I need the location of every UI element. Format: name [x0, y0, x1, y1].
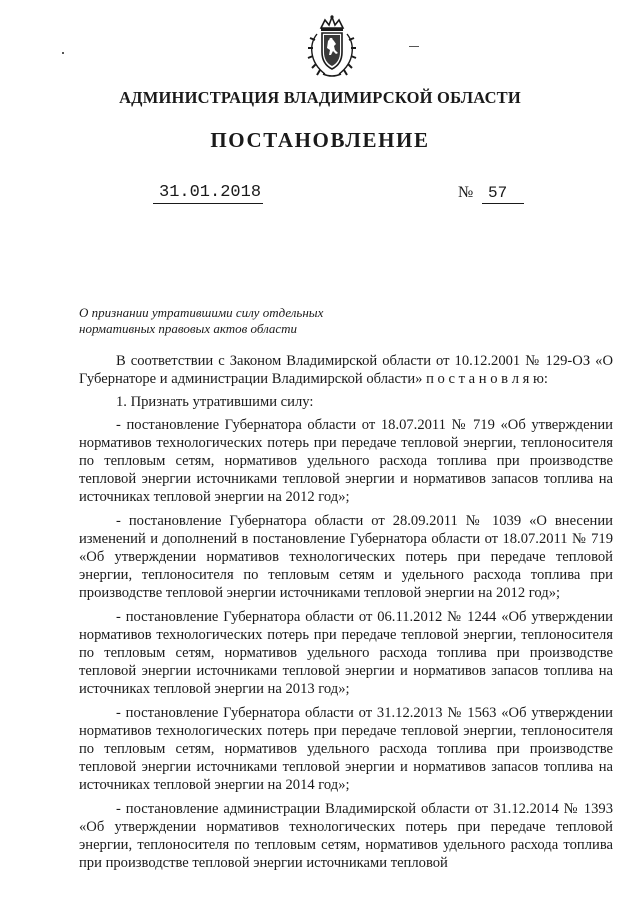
list-item: - постановление Губернатора области от 06.11.2012 № 1244 «Об утверждении нормативов технологических потерь при передаче тепловой энергии, теплоносителя по тепловым сетям, нормативов удельного расхода топлива при производстве тепловой энергии источниками тепловой энергии и нормативов запасов топлива на источниках тепловой энергии на 2013 год»;	[79, 609, 613, 697]
document-type-title: ПОСТАНОВЛЕНИЕ	[210, 128, 430, 152]
number-sign: №	[458, 184, 474, 201]
document-number: 57	[482, 183, 524, 204]
list-item: - постановление администрации Владимирской области от 31.12.2014 № 1393 «Об утверждении нормативов технологических потерь при передаче тепловой энергии, теплоносителя по тепловым сетям, нормативов удельного расхода топлива при производстве тепловой энергии источниками тепловой	[79, 801, 613, 871]
document-body	[79, 352, 613, 878]
intro-paragraph: В соответствии с Законом Владимирской области от 10.12.2001 № 129-ОЗ «О Губернаторе и администрации Владимирской области» п о с т а н о в л я ю:	[79, 353, 613, 387]
document-number-block	[458, 183, 524, 204]
document-subject	[79, 305, 399, 337]
coat-of-arms-emblem-icon	[303, 14, 361, 80]
list-item: - постановление Губернатора области от 28.09.2011 № 1039 «О внесении изменений и дополнений в постановление Губернатора области от 18.07.2011 № 719 «Об утверждении нормативов технологических потерь при передаче тепловой энергии, теплоносителя по тепловым сетям и удельного расхода топлива при производстве тепловой энергии источниками тепловой энергии на 2012 год»;	[79, 513, 613, 601]
scan-mark	[409, 46, 419, 47]
organization-title: АДМИНИСТРАЦИЯ ВЛАДИМИРСКОЙ ОБЛАСТИ	[119, 88, 521, 107]
subject-line-1: О признании утратившими силу отдельных	[79, 305, 324, 320]
scan-mark	[62, 52, 64, 54]
document-date: 31.01.2018	[153, 183, 263, 204]
subject-line-2: нормативных правовых актов области	[79, 321, 298, 336]
list-item: - постановление Губернатора области от 18.07.2011 № 719 «Об утверждении нормативов технологических потерь при передаче тепловой энергии, теплоносителя по тепловым сетям, нормативов удельного расхода топлива при производстве тепловой энергии источниками тепловой энергии и нормативов запасов топлива на источниках тепловой энергии на 2012 год»;	[79, 417, 613, 505]
list-item: - постановление Губернатора области от 31.12.2013 № 1563 «Об утверждении нормативов технологических потерь при передаче тепловой энергии, теплоносителя по тепловым сетям, нормативов удельного расхода топлива при производстве тепловой энергии источниками тепловой энергии и нормативов запасов топлива на источниках тепловой энергии на 2014 год»;	[79, 705, 613, 793]
clause-1: 1. Признать утратившими силу:	[116, 394, 314, 410]
